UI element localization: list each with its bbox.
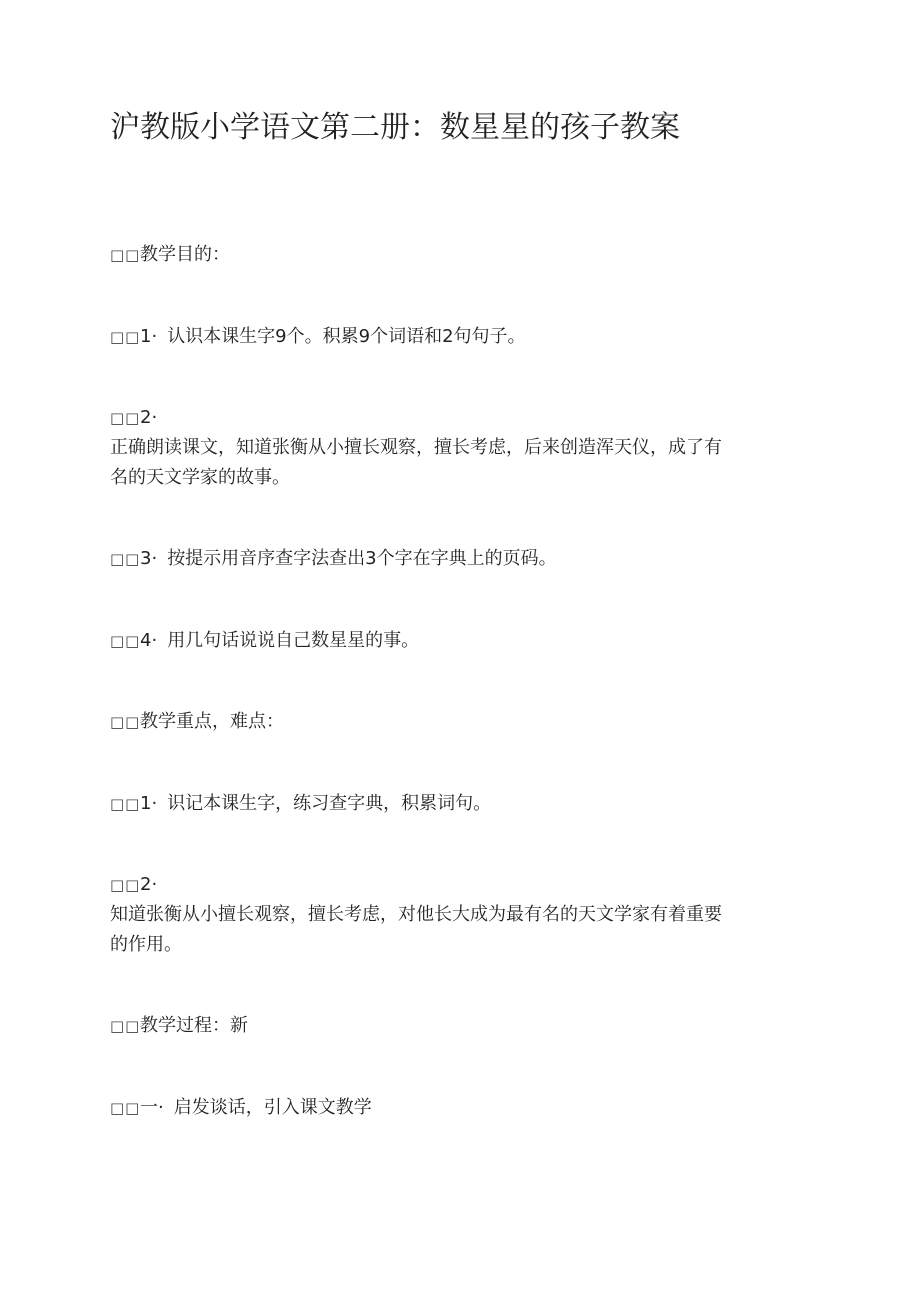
step-1-number: 一· [140, 1097, 164, 1118]
objectives-heading-text: 教学目的： [140, 244, 230, 265]
indent-marker: □□ [110, 1017, 141, 1035]
key-point-2-number: 2· [140, 874, 158, 895]
objective-4-number: 4· [140, 630, 158, 651]
key-point-2-line-1: 知道张衡从小擅长观察，擅长考虑，对他长大成为最有名的天文学家有着重要 [110, 904, 722, 925]
indent-marker: □□ [110, 632, 141, 650]
objective-4 [110, 626, 810, 656]
key-point-1-number: 1· [140, 793, 158, 814]
objective-3-number: 3· [140, 548, 158, 569]
indent-marker: □□ [110, 713, 141, 731]
objective-3 [110, 544, 810, 574]
objective-4-text: 用几句话说说自己数星星的事。 [167, 630, 420, 651]
process-heading-text: 教学过程：新 [140, 1015, 248, 1036]
indent-marker: □□ [110, 876, 141, 894]
objective-2-line-1: 正确朗读课文，知道张衡从小擅长观察，擅长考虑，后来创造浑天仪，成了有 [110, 437, 722, 458]
step-1 [110, 1093, 810, 1123]
objective-1-text: 认识本课生字9个。积累9个词语和2句句子。 [167, 326, 526, 347]
key-point-2 [110, 870, 810, 960]
key-point-1 [110, 789, 810, 819]
objective-1-number: 1· [140, 326, 158, 347]
objective-1 [110, 322, 810, 352]
objective-3-text: 按提示用音序查字法查出3个字在字典上的页码。 [167, 548, 557, 569]
page-title: 沪教版小学语文第二册：数星星的孩子教案 [110, 110, 680, 145]
objective-2-line-2: 名的天文学家的故事。 [110, 467, 290, 488]
objective-2-number: 2· [140, 407, 158, 428]
indent-marker: □□ [110, 409, 141, 427]
indent-marker: □□ [110, 1099, 141, 1117]
process-heading [110, 1011, 810, 1041]
step-1-text: 启发谈话，引入课文教学 [173, 1097, 372, 1118]
indent-marker: □□ [110, 550, 141, 568]
key-point-2-line-2: 的作用。 [110, 934, 182, 955]
indent-marker: □□ [110, 795, 141, 813]
indent-marker: □□ [110, 246, 141, 264]
key-points-heading-text: 教学重点，难点： [140, 711, 284, 732]
objective-2 [110, 403, 810, 493]
key-point-1-text: 识记本课生字，练习查字典，积累词句。 [167, 793, 492, 814]
objectives-heading [110, 240, 810, 270]
indent-marker: □□ [110, 328, 141, 346]
key-points-heading [110, 707, 810, 737]
